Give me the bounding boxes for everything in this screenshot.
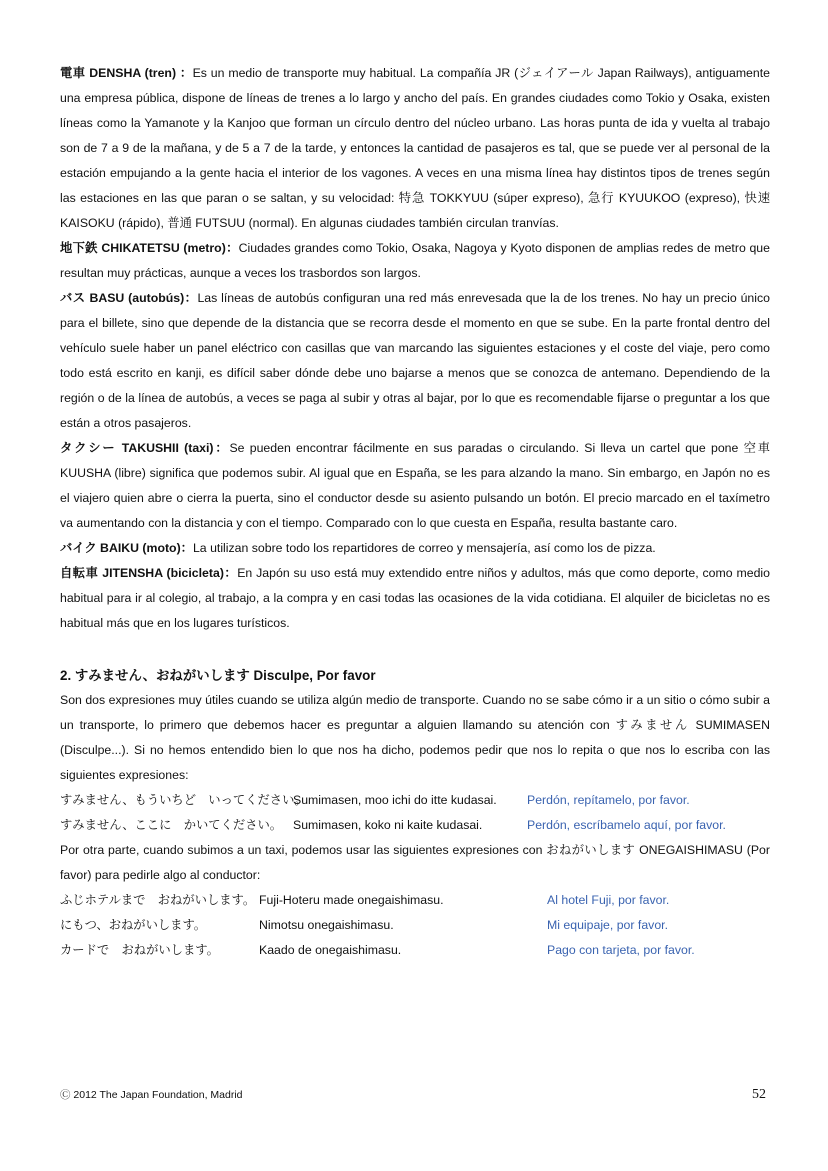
phrase-row	[60, 788, 770, 813]
phrase-row	[60, 938, 770, 963]
text-chikatetsu: Ciudades grandes como Tokio, Osaka, Nagoya y Kyoto disponen de amplias redes de metro que resultan muy prácticas, aunque a veces los trasbordos son largos.	[60, 241, 770, 280]
section-intro: Son dos expresiones muy útiles cuando se utiliza algún medio de transporte. Cuando no se sabe cómo ir a un sitio o cómo subir a un transporte, lo primero que debemos hacer es preguntar a alguien llamando su atención con すみません SUMIMASEN (Disculpe...). Si no hemos entendido bien lo que nos ha dicho, podemos pedir que nos lo repita o que nos lo escriba con las siguientes expresiones:	[60, 693, 770, 782]
text-basu: Las líneas de autobús configuran una red más enrevesada que la de los trenes. No hay un precio único para el billete, sino que depende de la distancia que se recorra desde el momento en que se sube. En la parte frontal dentro del vehículo suele haber un panel eléctrico con casillas que van marcando las siguientes estaciones y el coste del viaje, pero como todo está escrito en kanji, es difícil saber dónde debe uno bajarse a menos que se conozca de antemano. Dependiendo de la región o de la línea de autobús, a veces se paga al subir y otras al bajar, por lo que es recomendable fijarse o preguntar a los que están a otros pasajeros.	[60, 291, 770, 430]
paragraph-chikatetsu	[60, 236, 770, 286]
paragraph-baiku	[60, 536, 770, 561]
text-jitensha: En Japón su uso está muy extendido entre niños y adultos, más que como deporte, como medio habitual para ir al colegio, al trabajo, a la compra y en casi todas las ocasiones de la vida cotidiana. El alquiler de bicicletas no es habitual más que en los lugares turísticos.	[60, 566, 770, 630]
phrase-romaji: Fuji-Hoteru made onegaishimasu.	[259, 893, 444, 907]
phrase-romaji: Sumimasen, moo ichi do itte kudasai.	[293, 793, 497, 807]
phrase-japanese: カードで おねがいします。	[60, 943, 219, 957]
text-takushii: Se pueden encontrar fácilmente en sus paradas o circulando. Si lleva un cartel que pone 空車 KUUSHA (libre) significa que podemos subir. Al igual que en España, se les para alzando la mano. Sin embargo, en Japón no es el viajero quien abre o cierra la puerta, sino el conductor desde su asiento pulsando un botón. El precio marcado en el taxímetro va aumentando con la distancia y con el tiempo. Comparado con lo que cuesta en España, resulta bastante caro.	[60, 441, 770, 530]
footer-copyright: Ⓒ 2012 The Japan Foundation, Madrid	[60, 1089, 243, 1101]
paragraph-jitensha	[60, 561, 770, 636]
section-title: 2. すみません、おねがいします Disculpe, Por favor	[60, 668, 376, 683]
phrase-spanish: Pago con tarjeta, por favor.	[547, 943, 695, 957]
page-number: 52	[752, 1087, 766, 1102]
phrase-spanish: Al hotel Fuji, por favor.	[547, 893, 670, 907]
phrase-japanese: すみません、ここに かいてください。	[60, 818, 283, 832]
phrase-japanese: ふじホテルまで おねがいします。	[60, 893, 256, 907]
term-takushii: タクシー TAKUSHII (taxi)：	[60, 441, 230, 455]
section-middle: Por otra parte, cuando subimos a un taxi, podemos usar las siguientes expresiones con おねがいします ONEGAISHIMASU (Por favor) para pedirle algo al conductor:	[60, 843, 770, 882]
phrase-row	[60, 888, 770, 913]
phrase-romaji: Kaado de onegaishimasu.	[259, 943, 402, 957]
term-baiku: バイク BAIKU (moto)：	[60, 541, 193, 555]
text-densha: Es un medio de transporte muy habitual. La compañía JR (ジェイアール Japan Railways), antiguamente una empresa pública, dispone de líneas de trenes a lo largo y ancho del país. En grandes ciudades como Tokio y Osaka, existen líneas como la Yamanote y la Kanjoo que forman un círculo dentro del núcleo urbano. Las horas punta de ida y vuelta al trabajo son de 7 a 9 de la mañana, y de 5 a 7 de la tarde, y entonces la cantidad de pasajeros es tal, que se puede ver al personal de la estación empujando a la gente hacia el interior de los vagones. A veces en una misma línea hay distintos tipos de trenes según las estaciones en las que paran o se saltan, y su velocidad: 特急 TOKKYUU (súper expreso), 急行 KYUUKOO (expreso), 快速 KAISOKU (rápido), 普通 FUTSUU (normal). En algunas ciudades también circulan tranvías.	[60, 66, 770, 230]
phrase-romaji: Nimotsu onegaishimasu.	[259, 918, 394, 932]
term-basu: バス BASU (autobús)：	[60, 291, 198, 305]
term-jitensha: 自転車 JITENSHA (bicicleta)：	[60, 566, 238, 580]
phrase-spanish: Perdón, repítamelo, por favor.	[527, 793, 690, 807]
phrase-row	[60, 813, 770, 838]
paragraph-takushii	[60, 436, 770, 536]
phrase-spanish: Mi equipaje, por favor.	[547, 918, 668, 932]
phrase-row	[60, 913, 770, 938]
term-densha: 電車 DENSHA (tren) ：	[60, 66, 193, 80]
term-chikatetsu: 地下鉄 CHIKATETSU (metro)：	[60, 241, 239, 255]
paragraph-basu	[60, 286, 770, 436]
phrase-japanese: にもつ、おねがいします。	[60, 918, 207, 932]
document-body	[60, 61, 770, 963]
phrase-japanese: すみません、もういちど いってください。	[60, 793, 307, 807]
paragraph-densha	[60, 61, 770, 236]
text-baiku: La utilizan sobre todo los repartidores de correo y mensajería, así como los de pizza.	[192, 541, 656, 555]
phrase-romaji: Sumimasen, koko ni kaite kudasai.	[293, 818, 483, 832]
phrase-spanish: Perdón, escríbamelo aquí, por favor.	[527, 818, 726, 832]
